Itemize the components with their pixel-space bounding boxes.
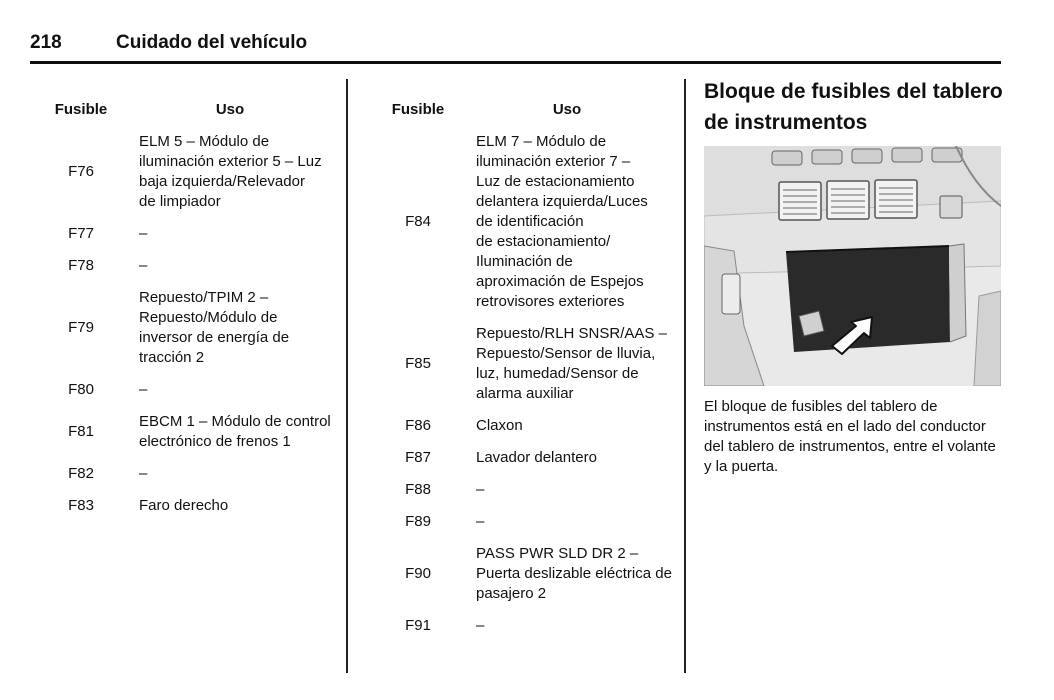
fuse-id: F89	[405, 513, 431, 530]
column-header-use: Uso	[552, 101, 582, 118]
fuse-use-line: alarma auxiliar	[476, 385, 574, 402]
fuse-use-line: –	[476, 617, 485, 634]
fuse-use-line: inversor de energía de	[139, 329, 290, 346]
table-row	[377, 132, 677, 312]
table-body	[40, 132, 340, 516]
fuse-id: F78	[68, 257, 94, 274]
fuse-use	[139, 224, 147, 244]
fuse-use-line: Faro derecho	[139, 497, 229, 514]
fuse-use-line: Repuesto/Módulo de	[139, 309, 278, 326]
fuse-use-line: delantera izquierda/Luces	[476, 193, 648, 210]
fuse-id: F90	[405, 565, 431, 582]
fuse-use	[139, 256, 147, 276]
fuse-use	[476, 416, 523, 436]
table-row	[40, 380, 340, 400]
fuse-use-line: luz, humedad/Sensor de	[476, 365, 639, 382]
fuse-use-line: pasajero 2	[476, 585, 547, 602]
page-number: 218	[30, 32, 62, 53]
fuse-use-line: Luz de estacionamiento	[476, 173, 635, 190]
fuse-use	[139, 288, 289, 368]
fuse-table-right	[377, 100, 677, 648]
fuse-use	[139, 380, 147, 400]
column-divider-1	[346, 79, 348, 673]
fuse-id: F79	[68, 319, 94, 336]
fuse-use-line: retrovisores exteriores	[476, 293, 625, 310]
fuse-use	[476, 324, 667, 404]
fuse-use-line: ELM 7 – Módulo de	[476, 133, 607, 150]
column-divider-2	[684, 79, 686, 673]
fuse-id: F91	[405, 617, 431, 634]
fuse-use-line: Iluminación de	[476, 253, 573, 270]
fuse-block-illustration	[704, 146, 1001, 386]
table-row	[377, 448, 677, 468]
fuse-use-line: Lavador delantero	[476, 449, 597, 466]
fuse-use-line: Repuesto/Sensor de lluvia,	[476, 345, 656, 362]
fuse-use	[139, 496, 228, 516]
fuse-use-line: Claxon	[476, 417, 523, 434]
fuse-id: F84	[405, 213, 431, 230]
fuse-use-line: de identificación	[476, 213, 584, 230]
fuse-use-line: Repuesto/TPIM 2 –	[139, 289, 269, 306]
table-row	[40, 224, 340, 244]
fuse-table-left	[40, 100, 340, 528]
fuse-use-line: aproximación de Espejos	[476, 273, 644, 290]
fuse-id: F82	[68, 465, 94, 482]
table-row	[377, 416, 677, 436]
fuse-id: F76	[68, 163, 94, 180]
fuse-id: F87	[405, 449, 431, 466]
fuse-use-line: iluminación exterior 7 –	[476, 153, 631, 170]
table-row	[377, 512, 677, 532]
fuse-use-line: tracción 2	[139, 349, 205, 366]
fuse-use-line: Puerta deslizable eléctrica de	[476, 565, 672, 582]
fuse-id: F85	[405, 355, 431, 372]
fuse-use	[476, 448, 597, 468]
fuse-use-line: –	[476, 513, 485, 530]
header-rule	[30, 61, 1001, 64]
fuse-use-line: EBCM 1 – Módulo de control	[139, 413, 331, 430]
fuse-use-line: –	[139, 465, 148, 482]
table-row	[377, 544, 677, 604]
fuse-use	[139, 132, 322, 212]
table-header	[40, 100, 340, 122]
fuse-id: F80	[68, 381, 94, 398]
fuse-id: F81	[68, 423, 94, 440]
fuse-use-line: electrónico de frenos 1	[139, 433, 291, 450]
page-header	[30, 30, 1000, 64]
fuse-use-line: PASS PWR SLD DR 2 –	[476, 545, 639, 562]
fuse-use-line: iluminación exterior 5 – Luz	[139, 153, 322, 170]
table-row	[40, 464, 340, 484]
fuse-id: F77	[68, 225, 94, 242]
table-row	[377, 616, 677, 636]
fuse-use	[139, 464, 147, 484]
chapter-title: Cuidado del vehículo	[116, 32, 308, 53]
table-header	[377, 100, 677, 122]
table-row	[40, 256, 340, 276]
table-body	[377, 132, 677, 636]
fuse-use-line: –	[139, 225, 148, 242]
fuse-use	[476, 480, 484, 500]
fuse-id: F88	[405, 481, 431, 498]
fuse-use-line: –	[139, 257, 148, 274]
fuse-use-line: –	[139, 381, 148, 398]
fuse-use-line: Repuesto/RLH SNSR/AAS –	[476, 325, 667, 342]
dashboard-drawing	[704, 146, 1001, 386]
figure-caption: El bloque de fusibles del tablero de instrumentos está en el lado del conductor del tablero de instrumentos, entre el volante y la puerta.	[704, 398, 996, 475]
fuse-use-line: baja izquierda/Relevador	[139, 173, 305, 190]
fuse-use-line: ELM 5 – Módulo de	[139, 133, 270, 150]
fuse-use-line: –	[476, 481, 485, 498]
fuse-use-line: de limpiador	[139, 193, 221, 210]
fuse-use	[139, 412, 331, 452]
table-row	[40, 412, 340, 452]
column-header-fuse: Fusible	[54, 101, 108, 118]
fuse-use-line: de estacionamiento/	[476, 233, 611, 250]
column-header-use: Uso	[215, 101, 245, 118]
column-header-fuse: Fusible	[391, 101, 445, 118]
table-row	[40, 288, 340, 368]
fuse-use	[476, 616, 484, 636]
section-title: Bloque de fusibles del tablero de instrumentos	[704, 80, 1003, 134]
fuse-use	[476, 544, 672, 604]
table-row	[40, 132, 340, 212]
fuse-use	[476, 512, 484, 532]
fuse-use	[476, 132, 648, 312]
table-row	[377, 480, 677, 500]
fuse-id: F86	[405, 417, 431, 434]
table-row	[377, 324, 677, 404]
fuse-id: F83	[68, 497, 94, 514]
table-row	[40, 496, 340, 516]
